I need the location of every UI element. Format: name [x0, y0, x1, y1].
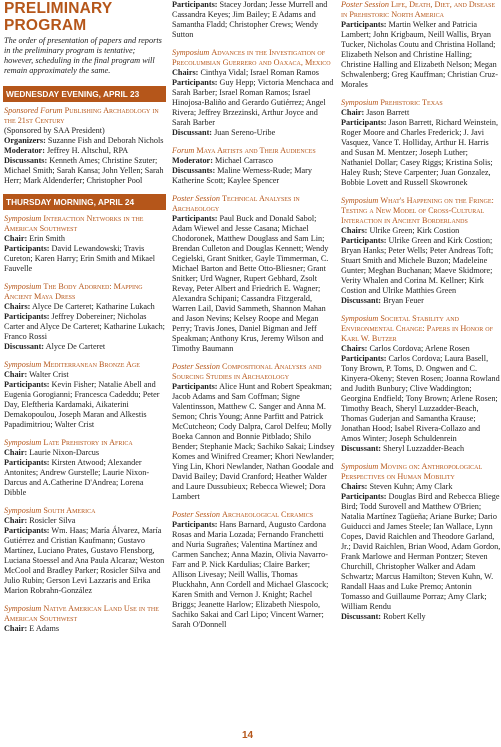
session-line — [341, 236, 501, 296]
role-names: Alyce De Carteret — [45, 342, 106, 351]
session-type: Symposium — [4, 360, 42, 369]
session-title: Advances in the Investigation of Precolumbian Guerrero and Oaxaca, Mexico — [172, 48, 331, 67]
session-line — [4, 370, 166, 380]
session-line — [4, 380, 166, 430]
role-label: Chairs: — [341, 344, 368, 353]
column-2 — [172, 0, 335, 638]
role-names: Jeffrey H. Altschul, RPA — [46, 146, 129, 155]
role-names: Ulrike Green and Kirk Costion; Bryan Hanks; Peter Wells; Peter Andreas Toft; Stuart Smith and Michele Buzon; Madeleine Gunter; Meghan Buchanan; Maeve Skidmore; Verity Whalen and Corina M. Kellner; Kirk Costion and Ulrike Matthies Green — [341, 236, 494, 295]
session-block — [4, 604, 166, 634]
session-type: Poster Session — [172, 362, 220, 371]
role-label: Discussants: — [172, 166, 216, 175]
session-title: Societal Stability and Environmental Change: Papers in Honor of Karl W. Butzer — [341, 314, 493, 343]
role-label: Participants: — [4, 458, 50, 467]
session-heading — [341, 0, 501, 20]
session-line — [341, 118, 501, 188]
role-names: Suzanne Fish and Deborah Nichols — [47, 136, 164, 145]
role-names: Stacey Jordan; Jesse Murrell and Cassandra Keyes; Jim Bailey; E Adams and Samantha Fladd; Christopher Crews; Wendy Sutton — [172, 0, 328, 39]
session-title: Publishing Archaeology in the 21st Century — [4, 106, 159, 125]
role-names: Bryan Feuer — [383, 296, 424, 305]
role-names: Robert Kelly — [383, 612, 426, 621]
role-names: Guy Hepp; Victoria Menchaca and Sarah Barber; Israel Roman Ramos; Israel Hinojosa-Baliño and Gerardo Gutiérrez; Angel Rivera; Jeffrey Brzezinski, Arthur Joyce and Sarah Barber — [172, 78, 334, 127]
role-label: Participants: — [172, 214, 218, 223]
session-title: Technical Analyses in Archaeology — [172, 194, 300, 213]
role-label: Participants: — [172, 520, 218, 529]
program-page — [4, 0, 501, 747]
session-heading — [4, 438, 166, 448]
session-line — [4, 156, 166, 186]
role-label: Participants: — [172, 382, 218, 391]
session-line — [341, 444, 501, 454]
session-block — [341, 98, 501, 188]
role-names: Alyce De Carteret; Katharine Lukach — [32, 302, 155, 311]
role-names: Kirsten Atwood; Alexander Antonites; Andrew Gurstelle; Laurie Nixon-Darcus and A.Catherine D'Andrea; Lorena Dibble — [4, 458, 150, 497]
role-label: Participants: — [341, 20, 387, 29]
session-block — [341, 0, 501, 90]
session-title: Moving on: Anthropological Perspectives on Human Mobility — [341, 462, 483, 481]
role-names: Ulrike Green; Kirk Costion — [369, 226, 460, 235]
session-line — [4, 146, 166, 156]
session-block — [4, 506, 166, 596]
session-title: Life, Death, Diet, and Disease in Prehistoric North America — [341, 0, 496, 19]
role-names: Steven Kuhn; Amy Clark — [369, 482, 453, 491]
role-names: Jason Barrett, Richard Weinstein, Roger Moore and Charles Frederick; J. Javi Vasquez, Vance T. Holliday, Arthur H. Harris and Susan M. Mentzer; Joseph Luther; Nathaniel Dollar; Casey Riggs; Kristina Solis; Haley Rush; Steve Carpenter; Juan Gonzalez, Bobbie Lovett and Russell Skowronek — [341, 118, 498, 187]
session-title: Native American Land Use in the American Southwest — [4, 604, 159, 623]
session-block — [172, 510, 335, 630]
role-names: Kevin Fisher; Natalie Abell and Eugenia Gorogianni; Francesca Cadeddu; Peter Day, Eleftheria Kardamaki, Aikaterini Demakopoulou, Joseph Maran and Alkestis Papadimitriou; Walter Crist — [4, 380, 160, 429]
session-line — [4, 458, 166, 498]
role-names: David Lewandowski; Travis Cureton; Karen Harry; Erin Smith and Mikael Fauvelle — [4, 244, 155, 273]
session-line — [4, 526, 166, 596]
session-title: Interaction Networks in the American Southwest — [4, 214, 144, 233]
session-type: Symposium — [172, 48, 210, 57]
role-names: Jeffrey Dobereiner; Nicholas Carter and Alyce De Carteret; Katharine Lukach; Franco Rossi — [4, 312, 165, 341]
session-heading — [172, 194, 335, 214]
role-label: Chairs: — [341, 482, 368, 491]
role-label: Chairs: — [341, 226, 368, 235]
role-label: Chair: — [4, 448, 28, 457]
session-block — [172, 194, 335, 354]
role-label: Participants: — [4, 380, 50, 389]
role-label: Discussants: — [4, 156, 48, 165]
role-names: Maline Werness-Rude; Mary Katherine Scott; Kaylee Spencer — [172, 166, 312, 185]
role-label: Chair: — [4, 624, 28, 633]
role-names: Sheryl Luzzadder-Beach — [383, 444, 465, 453]
session-heading — [4, 604, 166, 624]
day-banner: WEDNESDAY EVENING, APRIL 23 — [3, 86, 166, 102]
role-label: Participants: — [4, 526, 50, 535]
session-line — [172, 166, 335, 186]
session-heading — [4, 214, 166, 234]
session-line — [4, 302, 166, 312]
session-line — [341, 482, 501, 492]
role-names: Carlos Cordova; Laura Basell, Tony Brown, P. Toms, D. Ongwen and C. Kinyera-Okeny; Steven Rosen; Joanna Rowland and Judith Bunbury; Clive Waddington; Georgina Endfield; Tony Brown; Arlene Rosen; Timothy Beach, Sheryl Luzzadder-Beach, Thomas Guderjan and Samantha Krause; Jonathan Hood; Isabel Rivera-Collazo and Amos Winter; Joseph Schuldenrein — [341, 354, 500, 443]
role-label: Discussant: — [341, 444, 382, 453]
role-label: Moderator: — [4, 146, 45, 155]
session-line — [341, 492, 501, 612]
session-line — [341, 108, 501, 118]
role-label: Participants: — [341, 354, 387, 363]
session-block — [341, 314, 501, 454]
session-line — [341, 296, 501, 306]
role-label: Discussant: — [172, 128, 213, 137]
role-names: Carlos Cordova; Arlene Rosen — [369, 344, 470, 353]
session-block — [172, 48, 335, 138]
session-type: Symposium — [341, 196, 379, 205]
session-line — [341, 226, 501, 236]
session-line — [4, 448, 166, 458]
role-label: Participants: — [172, 78, 218, 87]
role-names: Jason Barrett — [366, 108, 410, 117]
role-label: Chairs: — [172, 68, 199, 77]
role-label: Chairs: — [4, 302, 31, 311]
session-line — [172, 520, 335, 630]
session-line — [341, 354, 501, 444]
session-block — [4, 106, 166, 186]
role-label: Chair: — [4, 516, 28, 525]
role-names: Walter Crist — [29, 370, 69, 379]
session-block — [172, 362, 335, 502]
session-block — [341, 196, 501, 306]
session-type: Symposium — [341, 314, 379, 323]
session-heading — [341, 196, 501, 226]
session-line — [4, 126, 166, 136]
session-line — [172, 382, 335, 502]
role-label: Participants: — [341, 492, 387, 501]
session-title: Compositional Analyses and Sourcing Studies in Archaeology — [172, 362, 322, 381]
role-label: Discussant: — [341, 612, 382, 621]
role-names: Cinthya Vidal; Israel Roman Ramos — [200, 68, 319, 77]
page-number: 14 — [242, 730, 254, 741]
session-heading — [4, 282, 166, 302]
session-block — [4, 438, 166, 498]
session-type: Symposium — [4, 438, 42, 447]
session-line — [341, 20, 501, 90]
role-label: Organizers: — [4, 136, 46, 145]
session-heading — [172, 48, 335, 68]
session-line — [172, 78, 335, 128]
role-label: Participants: — [172, 0, 218, 9]
session-line — [4, 136, 166, 146]
session-title: South America — [43, 506, 96, 515]
session-title: What's Happening on the Fringe: Testing a New Model of Cross-Cultural Interaction in Ancient Borderlands — [341, 196, 494, 225]
role-names: Juan Sereno-Uribe — [214, 128, 276, 137]
role-label: Chair: — [4, 234, 28, 243]
role-names: Martin Welker and Patricia Lambert; John Krigbaum, Neill Wallis, Bryan Tucker, Nicholas Coutu and Christina Holland; Elizabeth Nelson and Christine Halling; Christine Halling and Elizabeth Nelson; Megan Schwalenberg; Greg Kauffman; Christian Cruz-Morales — [341, 20, 499, 89]
column-1 — [4, 0, 166, 642]
session-title: Prehistoric Texas — [380, 98, 443, 107]
role-names: Kenneth Ames; Christine Szuter; Michael Smith; Sarah Kansa; John Yellen; Sarah Herr; Mark Aldenderfer; Christopher Pool — [4, 156, 164, 185]
role-label: Discussant: — [341, 296, 382, 305]
session-type: Poster Session — [172, 510, 220, 519]
session-title: Mediterranean Bronze Age — [43, 360, 140, 369]
session-type: Forum — [172, 146, 195, 155]
day-banner: THURSDAY MORNING, APRIL 24 — [3, 194, 166, 210]
session-heading — [4, 106, 166, 126]
session-type: Symposium — [4, 604, 42, 613]
session-line — [341, 612, 501, 622]
session-title: Archaeological Ceramics — [222, 510, 314, 519]
role-label: Participants: — [341, 236, 387, 245]
session-line — [172, 156, 335, 166]
session-line — [172, 0, 335, 40]
role-names: Douglas Bird and Rebecca Bliege Bird; Todd Surovell and Matthew O'Brien; Natalia Martínez Tagüeña; Ariane Burke; Dario Guiducci and James Steele; Ian Wallace, Lynn Copes, David Raichlen and Theodore Garland, Jr.; David Raichlen, Brian Wood, Adam Gordon, Frank Marlowe and Herman Pontzer; Steven Churchill, Christopher Walker and Adam Schwartz; Marcus Hamilton; Steven Kuhn, W. Randall Haas and Luke Premo; Antonin Tomasso and Guillaume Porraz; Amy Clark; William Rendu — [341, 492, 501, 611]
session-title: Maya Artists and Their Audiences — [196, 146, 316, 155]
session-line — [4, 624, 166, 634]
session-block — [172, 146, 335, 186]
session-heading — [4, 360, 166, 370]
role-label: Discussant: — [4, 342, 45, 351]
page-title: PRELIMINARY PROGRAM — [4, 0, 113, 34]
session-type: Sponsored Forum — [4, 106, 63, 115]
session-heading — [341, 462, 501, 482]
role-names: Michael Carrasco — [214, 156, 273, 165]
role-label: Moderator: — [172, 156, 213, 165]
role-names: Erin Smith — [29, 234, 65, 243]
session-type: Poster Session — [341, 0, 389, 9]
role-label: Participants: — [341, 118, 387, 127]
role-names: Hans Barnard, Augusto Cardona Rosas and Maria Lozada; Fernando Franchetti and Nuria Sugrañes; Valentina Martínez and Carmen Sanchez; Anna Mazin, Olivia Navarro-Farr and P. Nick Kardulias; Claire Barker; Allison Livesay; Neill Wallis, Thomas Pluckhahn, Ann Cordell and Michael Glascock; Karen Smith and Vernon J. Knight; Rachel Briggs; Jeanette Harlow; Elizabeth Niespolo, Sachiko Sakai and Carl Lipo; Vincent Warner; Sarah O'Donnell — [172, 520, 329, 629]
role-label: Chair: — [4, 370, 28, 379]
session-line — [4, 342, 166, 352]
session-title: Late Prehistory in Africa — [43, 438, 133, 447]
session-line — [4, 312, 166, 342]
session-heading — [341, 314, 501, 344]
role-names: Paul Buck and Donald Sabol; Adam Wiewel and Jesse Casana; Michael Chodoronek, Matthew Douglass and Sam Lin; Brendan Culleton and Douglas Kennett; Wendy Cegielski, Grant Snitker, Gayle Timmerman, C. Michael Barton and Bette Otto-Bliesner; Grant Snitker; Urd Wagner, Rupert Gebhard, Zsolt Revay, Peter Albert and Friedrich E. Wagner; Alexandra Schipani; Cassandra Fitzgerald, Warren Lail, David Sammeth, Shannon Mahan and Jason Nevins; Kelsey Roope and Megan Perry; Travis Jones, Daniel Bigman and Jeff Speakman; Anthony Krus, Jeremy Wilson and Timothy Baumann — [172, 214, 329, 353]
session-heading — [172, 510, 335, 520]
session-line — [4, 234, 166, 244]
session-line — [172, 214, 335, 354]
role-names: Wm. Haas; María Álvarez, María Gutiérrez and Cristian Kaufmann; Gustavo Martínez, Luciano Prates, Gustavo Flensborg, Luciana Stoessel and Ana Paula Alcaraz; Weston McCool and Bradley Parker; Rosicler Silva and Julio Rubin; Gerson Levi Lazzaris and Erika Marion Robrahn-González — [4, 526, 165, 595]
session-type: Symposium — [341, 98, 379, 107]
session-block — [4, 282, 166, 352]
role-names: Alice Hunt and Robert Speakman; Jacob Adams and Sam Coffman; Signe Valentinsson, Matthew C. Sanger and Anna M. Semon; Chris Young; Anne Parfitt and Patrick McCutcheon; Cody Dalpra, Carol Delfeu; Molly Boeka Cannon and Bonnie Pitblado; Shilo Bender; Stephanie Mack; Sachiko Sakai; Lindsey Komes and Winifred Creamer; Khori Newlander; Ying Lin, Khori Newlander, Nathan Goodale and David Bailey; David Cranford; Heather Walder and Laure Dussubieux; Rebecca Wiewel; Dora Lambert — [172, 382, 335, 501]
session-title: The Body Adorned: Mapping Ancient Maya Dress — [4, 282, 143, 301]
session-line — [172, 68, 335, 78]
session-line — [4, 244, 166, 274]
session-type: Symposium — [4, 506, 42, 515]
session-line — [4, 516, 166, 526]
session-block — [4, 214, 166, 274]
role-label: Chair: — [341, 108, 365, 117]
role-names: Rosicler Silva — [29, 516, 76, 525]
session-heading — [341, 98, 501, 108]
session-type: Poster Session — [172, 194, 220, 203]
session-type: Symposium — [4, 282, 42, 291]
session-block — [4, 360, 166, 430]
role-names: E Adams — [29, 624, 60, 633]
role-label: Participants: — [4, 312, 50, 321]
session-type: Symposium — [4, 214, 42, 223]
session-heading — [172, 146, 335, 156]
session-line — [341, 344, 501, 354]
session-heading — [172, 362, 335, 382]
session-block — [341, 462, 501, 622]
session-block — [172, 0, 335, 40]
column-3 — [341, 0, 501, 630]
role-names: (Sponsored by SAA President) — [4, 126, 105, 135]
session-type: Symposium — [341, 462, 379, 471]
session-heading — [4, 506, 166, 516]
role-label: Participants: — [4, 244, 50, 253]
session-line — [172, 128, 335, 138]
role-names: Laurie Nixon-Darcus — [29, 448, 100, 457]
intro-text: The order of presentation of papers and reports in the preliminary program is tentative; however, scheduling in the final program will remain approximately the same. — [4, 36, 162, 75]
